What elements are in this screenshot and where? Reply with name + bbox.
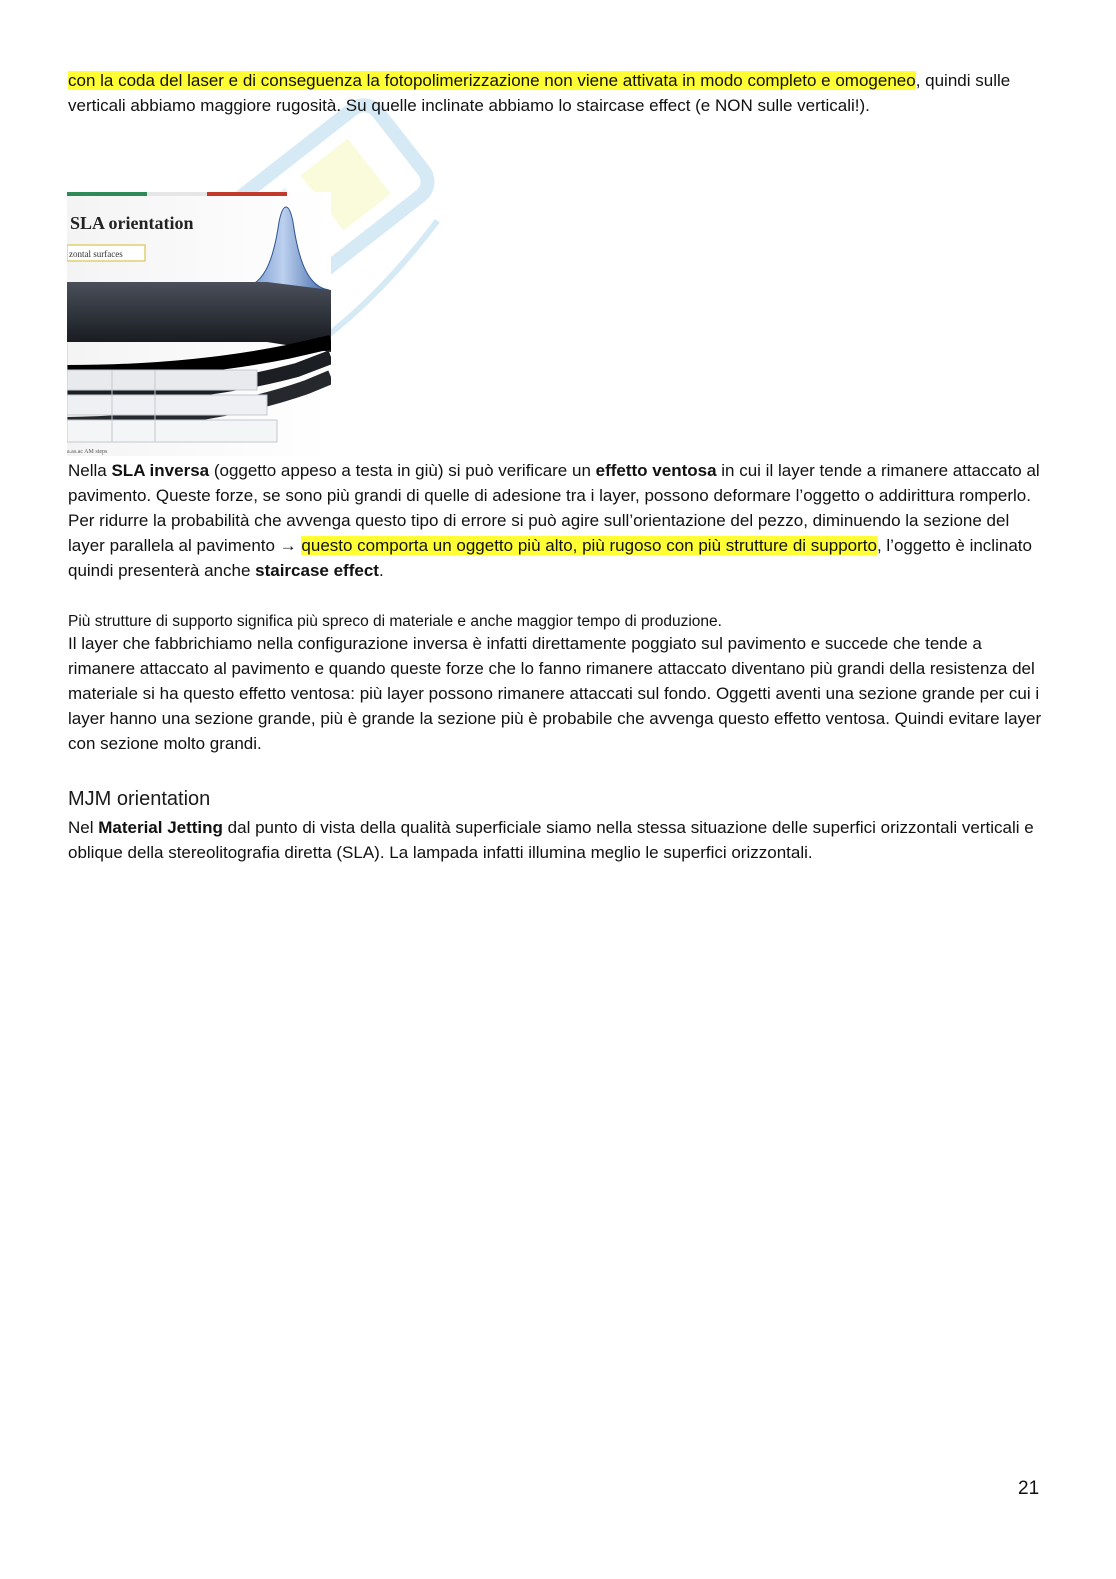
- figure-footer: a.as.ac AM steps: [67, 449, 108, 455]
- bold-term: staircase effect: [255, 561, 379, 580]
- paragraph-sla-inversa: Nella SLA inversa (oggetto appeso a testa in giù) si può verificare un effetto ventosa in cui il layer tende a rimanere attaccato al pavimento. Queste forze, se sono più grandi di quelle di adesione tra i layer, possono deformare l’oggetto o addirittura romperlo. Per ridurre la probabilità che avvenga questo tipo di errore si può agire sull’orientazione del pezzo, diminuendo la sezione del layer parallela al pavimento → questo comporta un oggetto più alto, più rugoso con più strutture di supporto, l’oggetto è inclinato quindi presenterà anche staircase effect.: [68, 461, 1040, 580]
- figure-title: SLA orientation: [70, 213, 194, 233]
- bold-term: effetto ventosa: [595, 461, 717, 480]
- section-heading: MJM orientation: [68, 788, 211, 810]
- paragraph-support-line: Più strutture di supporto significa più spreco di materiale e anche maggior tempo di produzione.: [68, 613, 722, 630]
- bold-term: SLA inversa: [111, 461, 210, 480]
- highlight-text: questo comporta un oggetto più alto, più rugoso con più strutture di supporto: [301, 536, 877, 555]
- sla-orientation-figure: [67, 192, 331, 456]
- paragraph-effetto-ventosa: Il layer che fabbrichiamo nella configurazione inversa è infatti direttamente poggiato sul pavimento e succede che tende a rimanere attaccato al pavimento e quando queste forze che lo fanno rimanere attaccato diventano più grandi della resistenza del materiale si ha questo effetto ventosa: più layer possono rimanere attaccati sul fondo. Oggetti aventi una sezione grande per cui i layer hanno una sezione grande, più è grande la sezione più è probabile che avvenga questo effetto ventosa. Quindi evitare layer con sezione molto grandi.: [68, 634, 1042, 753]
- bold-term: Material Jetting: [98, 818, 223, 837]
- paragraph-material-jetting: Nel Material Jetting dal punto di vista della qualità superficiale siamo nella stessa situazione delle superfici orizzontali verticali e oblique della stereolitografia diretta (SLA). La lampada infatti illumina meglio le superfici orizzontali.: [68, 818, 1034, 862]
- highlight-text: con la coda del laser e di conseguenza la fotopolimerizzazione non viene attivata in modo completo e omogeneo: [68, 71, 916, 90]
- paragraph-laser: [68, 68, 1048, 118]
- paragraph-text: , quindi sulle verticali abbiamo maggiore rugosità. Su quelle inclinate abbiamo lo staircase effect (e NON sulle verticali!).: [68, 71, 1011, 115]
- page-number: 21: [1018, 1478, 1040, 1499]
- figure-subtitle: zontal surfaces: [69, 249, 123, 259]
